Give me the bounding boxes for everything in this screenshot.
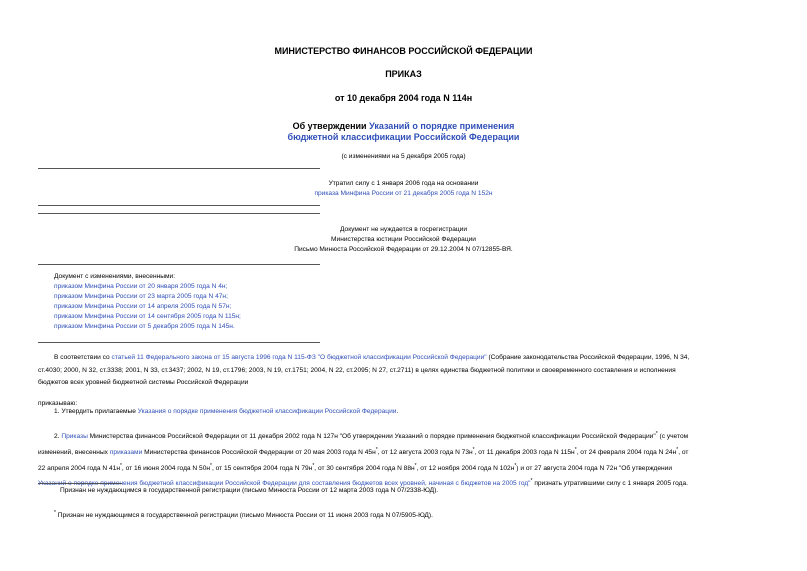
item-text: , от: [678, 448, 689, 456]
footnote-1: Признан не нуждающимся в государственной регистрации (письмо Минюста России от 12 марта 2003 года N 07/2338-ЮД).: [60, 487, 439, 494]
registration-line-2: Министерства юстиции Российской Федерации: [331, 236, 476, 243]
preamble-text: В соответствии со: [54, 354, 112, 361]
doc-date-number: от 10 декабря 2004 года N 114н: [334, 93, 473, 103]
divider: [38, 205, 320, 206]
title-prefix: Об утверждении: [292, 121, 370, 131]
item-text: .: [396, 408, 399, 415]
divider: [38, 168, 320, 169]
footnote-mark: *: [54, 510, 56, 516]
item-text: 2.: [54, 433, 62, 441]
title-link-instructions[interactable]: Указаний о порядке применения: [369, 121, 515, 131]
doc-type-heading: ПРИКАЗ: [385, 69, 422, 79]
amendment-link[interactable]: приказом Минфина России от 14 апреля 2005 года N 57н;: [54, 303, 232, 310]
item-text: , от 12 августа 2003 года N 73н: [377, 448, 473, 456]
item-text: , от 12 ноября 2004 года N 102н: [416, 464, 515, 472]
item-text: 1. Утвердить прилагаемые: [54, 408, 138, 415]
order-item-2: 2. Приказы Министерства финансов Российской Федерации от 11 декабря 2002 года N 127н "Об утверждении Указаний о порядке применения бюджетной классификации Российской Федерации"* (с учетом изменений, внесенных приказами Министерства финансов Российской Федерации от 20 мая 2003 года N 45н*, от 12 августа 2003 года N 73н*, от 11 декабря 2003 года N 115н*, от 24 февраля 2004 года N 24н*, от 22 апреля 2004 года N 41н*, от 16 июня 2004 года N 50н*, от 15 сентября 2004 года N 79н*, от 30 сентября 2004 года N 88н*, от 12 ноября 2004 года N 102н*) и от 27 августа 2004 года N 72н "Об утверждении Указаний о порядке применения бюджетной классификации Российской Федерации для составления бюджетов всех уровней, начиная с бюджетов на 2005 год"* признать утратившими силу с 1 января 2005 года.: [38, 431, 689, 488]
registration-line-3: Письмо Минюста Российской Федерации от 29.12.2004 N 07/12855-ВЯ.: [294, 246, 513, 253]
item-text: , от 15 сентября 2004 года N 79н: [211, 464, 313, 472]
footnote-2: [54, 508, 433, 521]
item-text: (с учетом: [657, 433, 689, 441]
order-item-1: [54, 406, 398, 419]
item-text: Министерства финансов Российской Федерации от 20 мая 2003 года N 45н: [142, 448, 376, 456]
item-text: Министерства финансов Российской Федерации от 11 декабря 2002 года N 127н "Об утверждении Указаний о порядке применения бюджетной классификации Российской Федерации": [87, 433, 656, 441]
amendments-block: [54, 272, 241, 332]
footnote-divider: [38, 483, 122, 484]
amendment-link[interactable]: приказом Минфина России от 5 декабря 2005 года N 145н.: [54, 323, 235, 330]
item-text: ) и от 27 августа 2004 года N 72н "Об утверждении: [516, 464, 673, 472]
amending-orders-link[interactable]: приказами: [109, 448, 143, 456]
item-text: , от 24 февраля 2004 года N 24н: [576, 448, 677, 456]
repeal-link[interactable]: приказа Минфина России от 21 декабря 2005 года N 152н: [314, 190, 493, 197]
changes-note: (с изменениями на 5 декабря 2005 года): [341, 153, 466, 160]
preamble-paragraph: [38, 352, 773, 390]
budget-instructions-link[interactable]: Указаний о порядке применения бюджетной классификации Российской Федерации для составления бюджетов всех уровней, начиная с бюджетов на 2005 год": [38, 480, 531, 488]
registration-line-1: Документ не нуждается в госрегистрации: [339, 226, 468, 233]
item-text: , от 16 июня 2004 года N 50н: [121, 464, 210, 472]
registration-notice: [0, 225, 807, 255]
item-text: изменений, внесенных: [38, 448, 110, 456]
repeal-notice: [0, 179, 807, 199]
divider: [38, 264, 320, 265]
amendment-link[interactable]: приказом Минфина России от 14 сентября 2005 года N 115н;: [54, 313, 241, 320]
item-text: признать утратившими силу с 1 января 2005 года.: [532, 480, 688, 488]
instructions-link[interactable]: Указания о порядке применения бюджетной классификации Российской Федерации: [137, 408, 397, 415]
order-word: приказываю:: [38, 400, 78, 407]
item-text: 22 апреля 2004 года N 41н: [38, 464, 120, 472]
amendments-intro: Документ с изменениями, внесенными:: [54, 273, 176, 280]
ministry-heading: МИНИСТЕРСТВО ФИНАНСОВ РОССИЙСКОЙ ФЕДЕРАЦИИ: [274, 46, 533, 56]
item-text: , от 11 декабря 2003 года N 115н: [474, 448, 575, 456]
divider: [38, 342, 320, 343]
preamble-text: (Собрание законодательства Российской Федерации, 1996, N 34,: [486, 354, 690, 361]
repeal-text: Утратил силу с 1 января 2006 года на основании: [328, 180, 479, 187]
footnote-2-text: Признан не нуждающимся в государственной регистрации (письмо Минюста России от 11 июня 2003 года N 07/5905-ЮД).: [57, 512, 433, 520]
preamble-text: бюджетов всех уровней бюджетной системы Российской Федерации: [38, 379, 249, 387]
preamble-text: ст.4030; 2000, N 32, ст.3338; 2001, N 33, ст.3437; 2002, N 19, ст.1796; 2003, N 19, ст.1751; 2004, N 22, ст.2095; N 27, ст.2711) в целях единства бюджетной политики и своевременного составления и исполнения: [38, 366, 676, 374]
amendment-link[interactable]: приказом Минфина России от 20 января 2005 года N 4н;: [54, 283, 228, 290]
item-text: , от 30 сентября 2004 года N 88н: [314, 464, 415, 472]
divider: [38, 213, 320, 214]
title-link-classification[interactable]: бюджетной классификации Российской Федерации: [287, 132, 520, 142]
law-link[interactable]: статьей 11 Федерального закона от 15 августа 1996 года N 115-ФЗ "О бюджетной классификации Российской Федерации": [111, 354, 487, 361]
amendment-link[interactable]: приказом Минфина России от 23 марта 2005 года N 47н;: [54, 293, 228, 300]
orders-link[interactable]: Приказы: [61, 433, 88, 441]
document-title: [0, 121, 807, 143]
